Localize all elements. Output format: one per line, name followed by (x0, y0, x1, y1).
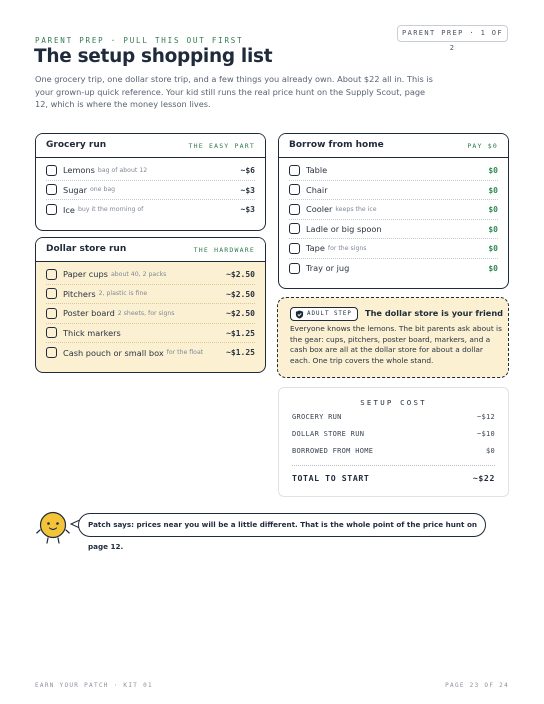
list-item (46, 343, 255, 363)
checkbox[interactable] (289, 263, 300, 274)
checkbox[interactable] (289, 184, 300, 195)
cost-total-label: TOTAL TO START (292, 473, 370, 483)
grocery-card (35, 133, 266, 231)
checkbox[interactable] (46, 204, 57, 215)
item-name: Cash pouch or small box (63, 347, 164, 358)
footer-kit-label: EARN YOUR PATCH · KIT 01 (35, 682, 153, 689)
dollar-store-card-tag: THE HARDWARE (193, 246, 255, 254)
item-note: buy it the morning of (77, 206, 144, 214)
list-item (46, 265, 255, 285)
borrow-card-title: Borrow from home (289, 140, 384, 150)
checkbox[interactable] (46, 308, 57, 319)
list-item (46, 285, 255, 305)
item-note: keeps the ice (335, 205, 377, 213)
dollar-store-card (35, 237, 266, 373)
item-name: Ladle or big spoon (306, 223, 382, 234)
dollar-store-card-header (36, 238, 265, 262)
item-price: ~$2.50 (226, 270, 255, 279)
list-item (46, 304, 255, 324)
item-name: Ice (63, 204, 75, 215)
item-price: ~$3 (240, 205, 255, 214)
item-note: one bag (89, 186, 116, 194)
item-name: Tape (306, 243, 325, 254)
eyebrow: PARENT PREP · PULL THIS OUT FIRST (35, 36, 244, 45)
list-item (289, 200, 498, 220)
cost-label: BORROWED FROM HOME (292, 447, 374, 455)
setup-cost-title: SETUP COST (360, 398, 427, 407)
shield-check-icon (295, 310, 304, 319)
item-price: $0 (488, 244, 498, 253)
grocery-list (36, 158, 265, 220)
checkbox[interactable] (46, 347, 57, 358)
grocery-card-header (36, 134, 265, 158)
item-price: $0 (488, 263, 498, 273)
borrow-card (278, 133, 509, 289)
adult-step-badge-label: ADULT STEP (307, 311, 352, 317)
item-price: $0 (488, 205, 498, 214)
cost-value: $0 (485, 447, 495, 455)
footer-page-number: PAGE 23 OF 24 (445, 682, 509, 689)
cost-value: ~$12 (476, 413, 495, 421)
list-item (289, 161, 498, 181)
item-price: $0 (488, 166, 498, 175)
borrow-card-header (279, 134, 508, 158)
patch-speech-bubble: Patch says: prices near you will be a little different. That is the whole point of the price hunt on page 12. (78, 513, 486, 537)
item-name: Pitchers (63, 288, 96, 299)
item-price: $0 (488, 185, 498, 195)
list-item (46, 324, 255, 344)
cost-row (292, 447, 495, 459)
adult-step-callout (277, 297, 509, 378)
checkbox[interactable] (289, 165, 300, 176)
grocery-card-tag: THE EASY PART (188, 142, 255, 150)
item-note: bag of about 12 (97, 166, 148, 174)
cost-value: ~$10 (476, 430, 495, 438)
list-item (46, 181, 255, 201)
cost-row (292, 430, 495, 442)
item-name: Table (306, 165, 328, 176)
item-name: Paper cups (63, 269, 108, 280)
item-price: ~$2.50 (226, 309, 255, 318)
borrow-list (279, 158, 508, 278)
cost-total-value: ~$22 (472, 473, 495, 483)
checkbox[interactable] (289, 223, 300, 234)
cost-label: GROCERY RUN (292, 413, 342, 421)
lemon-mascot-icon (36, 510, 70, 544)
list-item (289, 181, 498, 201)
item-note: 2, plastic is fine (98, 290, 148, 298)
item-name: Thick markers (63, 327, 121, 338)
checkbox[interactable] (289, 204, 300, 215)
item-name: Lemons (63, 165, 95, 176)
cost-label: DOLLAR STORE RUN (292, 430, 365, 438)
checkbox[interactable] (46, 327, 57, 338)
item-note: for the float (166, 349, 204, 357)
page-tag: PARENT PREP · 1 OF 2 (397, 25, 508, 42)
item-price: $0 (488, 224, 498, 234)
item-price: ~$1.25 (226, 328, 255, 338)
item-price: ~$6 (240, 166, 255, 175)
cost-total (292, 473, 495, 483)
list-item (46, 161, 255, 181)
list-item (289, 259, 498, 279)
list-item (46, 200, 255, 220)
item-name: Chair (306, 184, 328, 195)
adult-step-title: The dollar store is your friend (365, 308, 504, 318)
cost-divider (292, 465, 495, 466)
checkbox[interactable] (46, 165, 57, 176)
item-price: ~$1.25 (226, 348, 255, 357)
item-name: Tray or jug (306, 263, 350, 274)
checkbox[interactable] (46, 184, 57, 195)
cost-row (292, 413, 495, 425)
item-name: Sugar (63, 184, 87, 195)
item-price: ~$2.50 (226, 289, 255, 299)
dollar-store-card-title: Dollar store run (46, 244, 127, 254)
dollar-store-list (36, 262, 265, 363)
item-note: about 40, 2 packs (110, 270, 167, 278)
item-note: for the signs (327, 244, 367, 252)
borrow-card-tag: PAY $0 (467, 142, 498, 150)
item-note: 2 sheets, for signs (117, 309, 175, 317)
item-price: ~$3 (240, 185, 255, 195)
checkbox[interactable] (289, 243, 300, 254)
setup-cost-panel (278, 387, 509, 497)
adult-step-badge (290, 307, 358, 321)
grocery-card-title: Grocery run (46, 140, 107, 150)
adult-step-body: Everyone knows the lemons. The bit parents ask about is the gear: cups, pitchers, poster board, markers, and a cash box are all at the dollar store for about a dollar each. One trip covers the whole stand. (290, 324, 502, 365)
list-item (289, 239, 498, 259)
intro-text: One grocery trip, one dollar store trip, and a few things you already own. About $22 all in. This is your grown-up quick reference. Your kid still runs the real price hunt on the Supply Scout, page 12, which is where the money lesson lives. (35, 74, 433, 110)
item-name: Poster board (63, 308, 115, 319)
list-item (289, 220, 498, 240)
page-title: The setup shopping list (34, 46, 273, 67)
item-name: Cooler (306, 204, 333, 215)
checkbox[interactable] (46, 269, 57, 280)
checkbox[interactable] (46, 288, 57, 299)
